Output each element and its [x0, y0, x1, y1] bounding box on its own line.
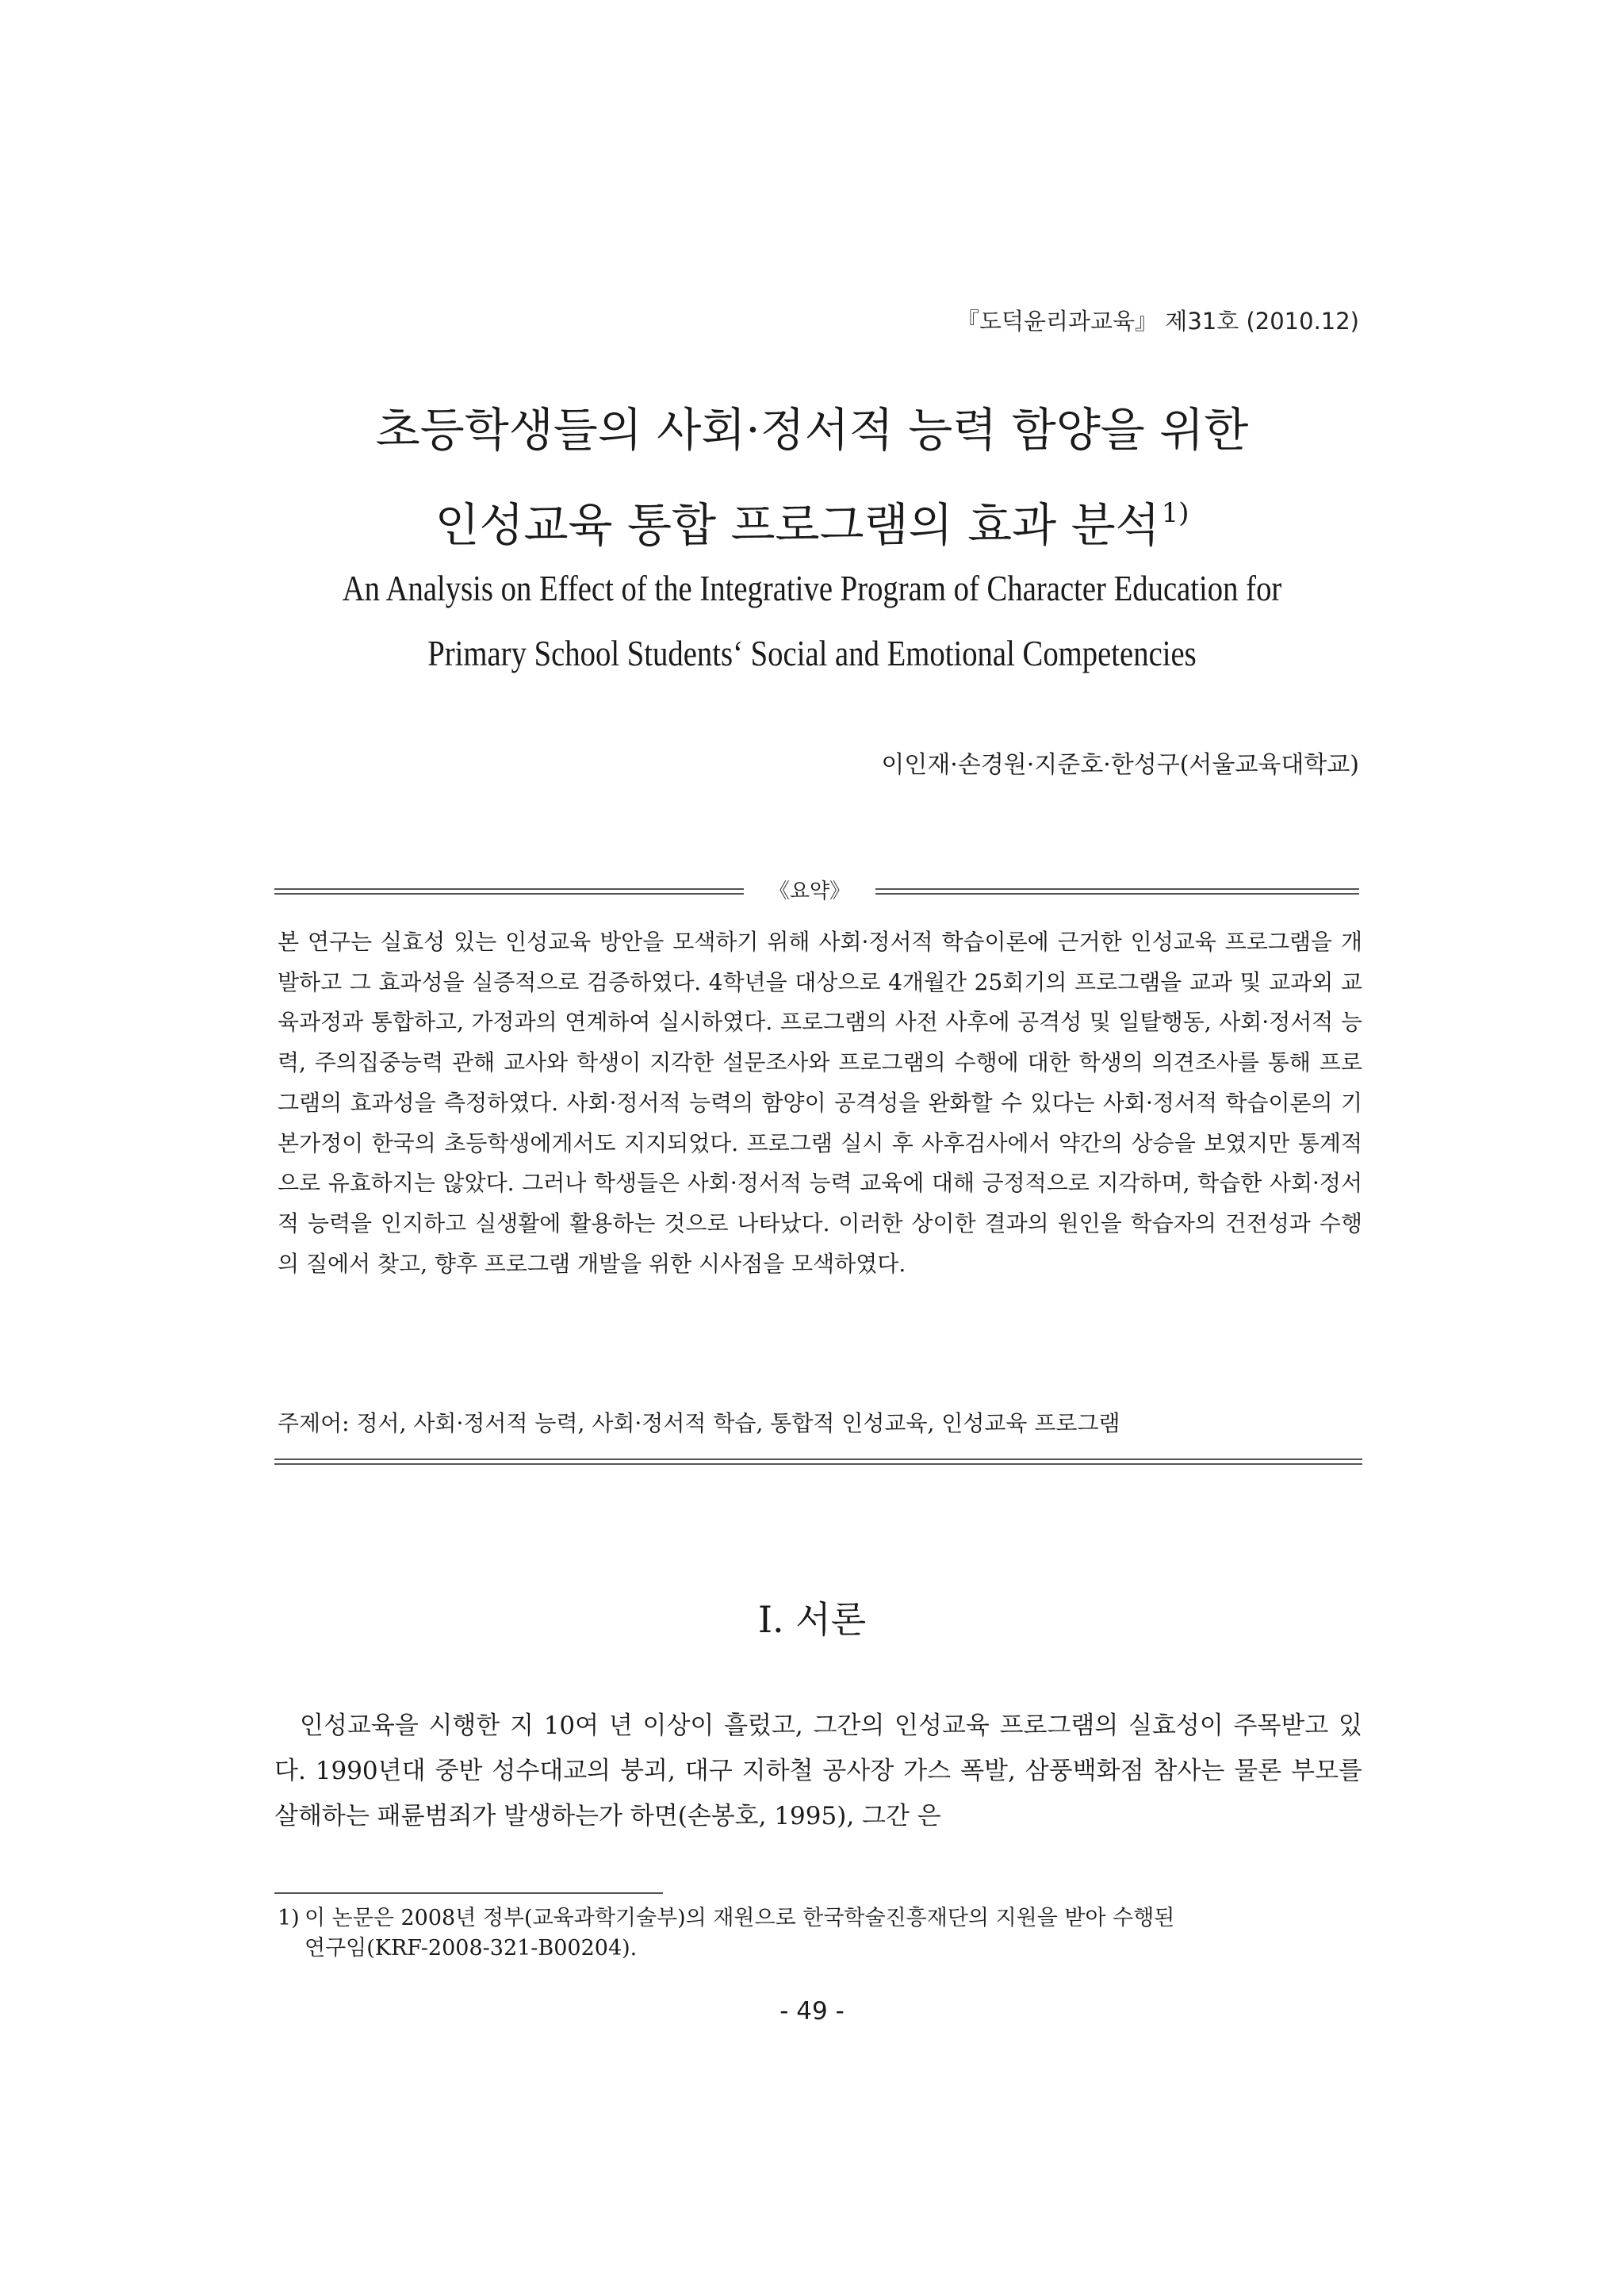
abstract-rule-bottom — [274, 1458, 1362, 1465]
abstract-rule-left — [274, 888, 744, 895]
journal-citation: 『도덕윤리과교육』 제31호 (2010.12) — [956, 308, 1359, 335]
abstract-body — [278, 922, 1362, 1284]
footnote-number: 1) — [278, 1906, 300, 1930]
abstract-header — [274, 875, 1359, 907]
author-list: 이인재·손경원·지준호·한성구(서울교육대학교) — [881, 751, 1359, 779]
abstract-text: 본 연구는 실효성 있는 인성교육 방안을 모색하기 위해 사회·정서적 학습이론에 근거한 인성교육 프로그램을 개발하고 그 효과성을 실증적으로 검증하였다. 4학년을 대상으로 4개월간 25회기의 프로그램을 교과 및 교과외 교육과정과 통합하고, 가정과의 연계하여 실시하였다. 프로그램의 사전 사후에 공격성 및 일탈행동, 사회·정서적 능력, 주의집중능력 관해 교사와 학생이 지각한 설문조사와 프로그램의 수행에 대한 학생의 의견조사를 통해 프로그램의 효과성을 측정하였다. 사회·정서적 능력의 함양이 공격성을 완화할 수 있다는 사회·정서적 학습이론의 기본가정이 한국의 초등학생에게서도 지지되었다. 프로그램 실시 후 사후검사에서 약간의 상승을 보였지만 통계적으로 유효하지는 않았다. 그러나 학생들은 사회·정서적 능력 교육에 대해 긍정적으로 지각하며, 학습한 사회·정서적 능력을 인지하고 실생활에 활용하는 것으로 나타났다. 이러한 상이한 결과의 원인을 학습자의 건전성과 수행의 질에서 찾고, 향후 프로그램 개발을 위한 시사점을 모색하였다. — [278, 929, 1362, 1277]
english-title-line-2: Primary School Students‘ Social and Emotional Competencies — [427, 634, 1197, 673]
title-footnote-marker[interactable]: 1) — [1161, 497, 1189, 529]
footnote-line-1: 이 논문은 2008년 정부(교육과학기술부)의 재원으로 한국학술진흥재단의 지원을 받아 수행된 — [304, 1906, 1175, 1930]
body-text — [274, 1704, 1362, 1839]
body-paragraph: 인성교육을 시행한 지 10여 년 이상이 흘렀고, 그간의 인성교육 프로그램의 실효성이 주목받고 있다. 1990년대 중반 성수대교의 붕괴, 대구 지하철 공사장 가스 폭발, 삼풍백화점 참사는 물론 부모를 살해하는 패륜범죄가 발생하는가 하면(손봉호, 1995), 그간 은 — [274, 1711, 1362, 1830]
korean-title-text: 인성교육 통합 프로그램의 효과 분석 — [435, 498, 1160, 552]
abstract-rule-right — [875, 888, 1359, 895]
korean-title-line-2 — [0, 485, 1624, 553]
footnote-line-2: 연구임(KRF-2008-321-B00204). — [304, 1936, 638, 1961]
page-number: - 49 - — [779, 1997, 845, 2026]
korean-title-line-1: 초등학생들의 사회·정서적 능력 함양을 위한 — [375, 403, 1249, 457]
english-title-line-1: An Analysis on Effect of the Integrative Program of Character Education for — [342, 569, 1282, 608]
section-heading: Ⅰ. 서론 — [757, 1598, 867, 1641]
footnote-divider — [274, 1892, 663, 1894]
keywords: 주제어: 정서, 사회·정서적 능력, 사회·정서적 학습, 통합적 인성교육, 인성교육 프로그램 — [278, 1410, 1120, 1436]
footnote — [278, 1903, 1365, 1964]
abstract-label: 《요약》 — [768, 880, 851, 903]
